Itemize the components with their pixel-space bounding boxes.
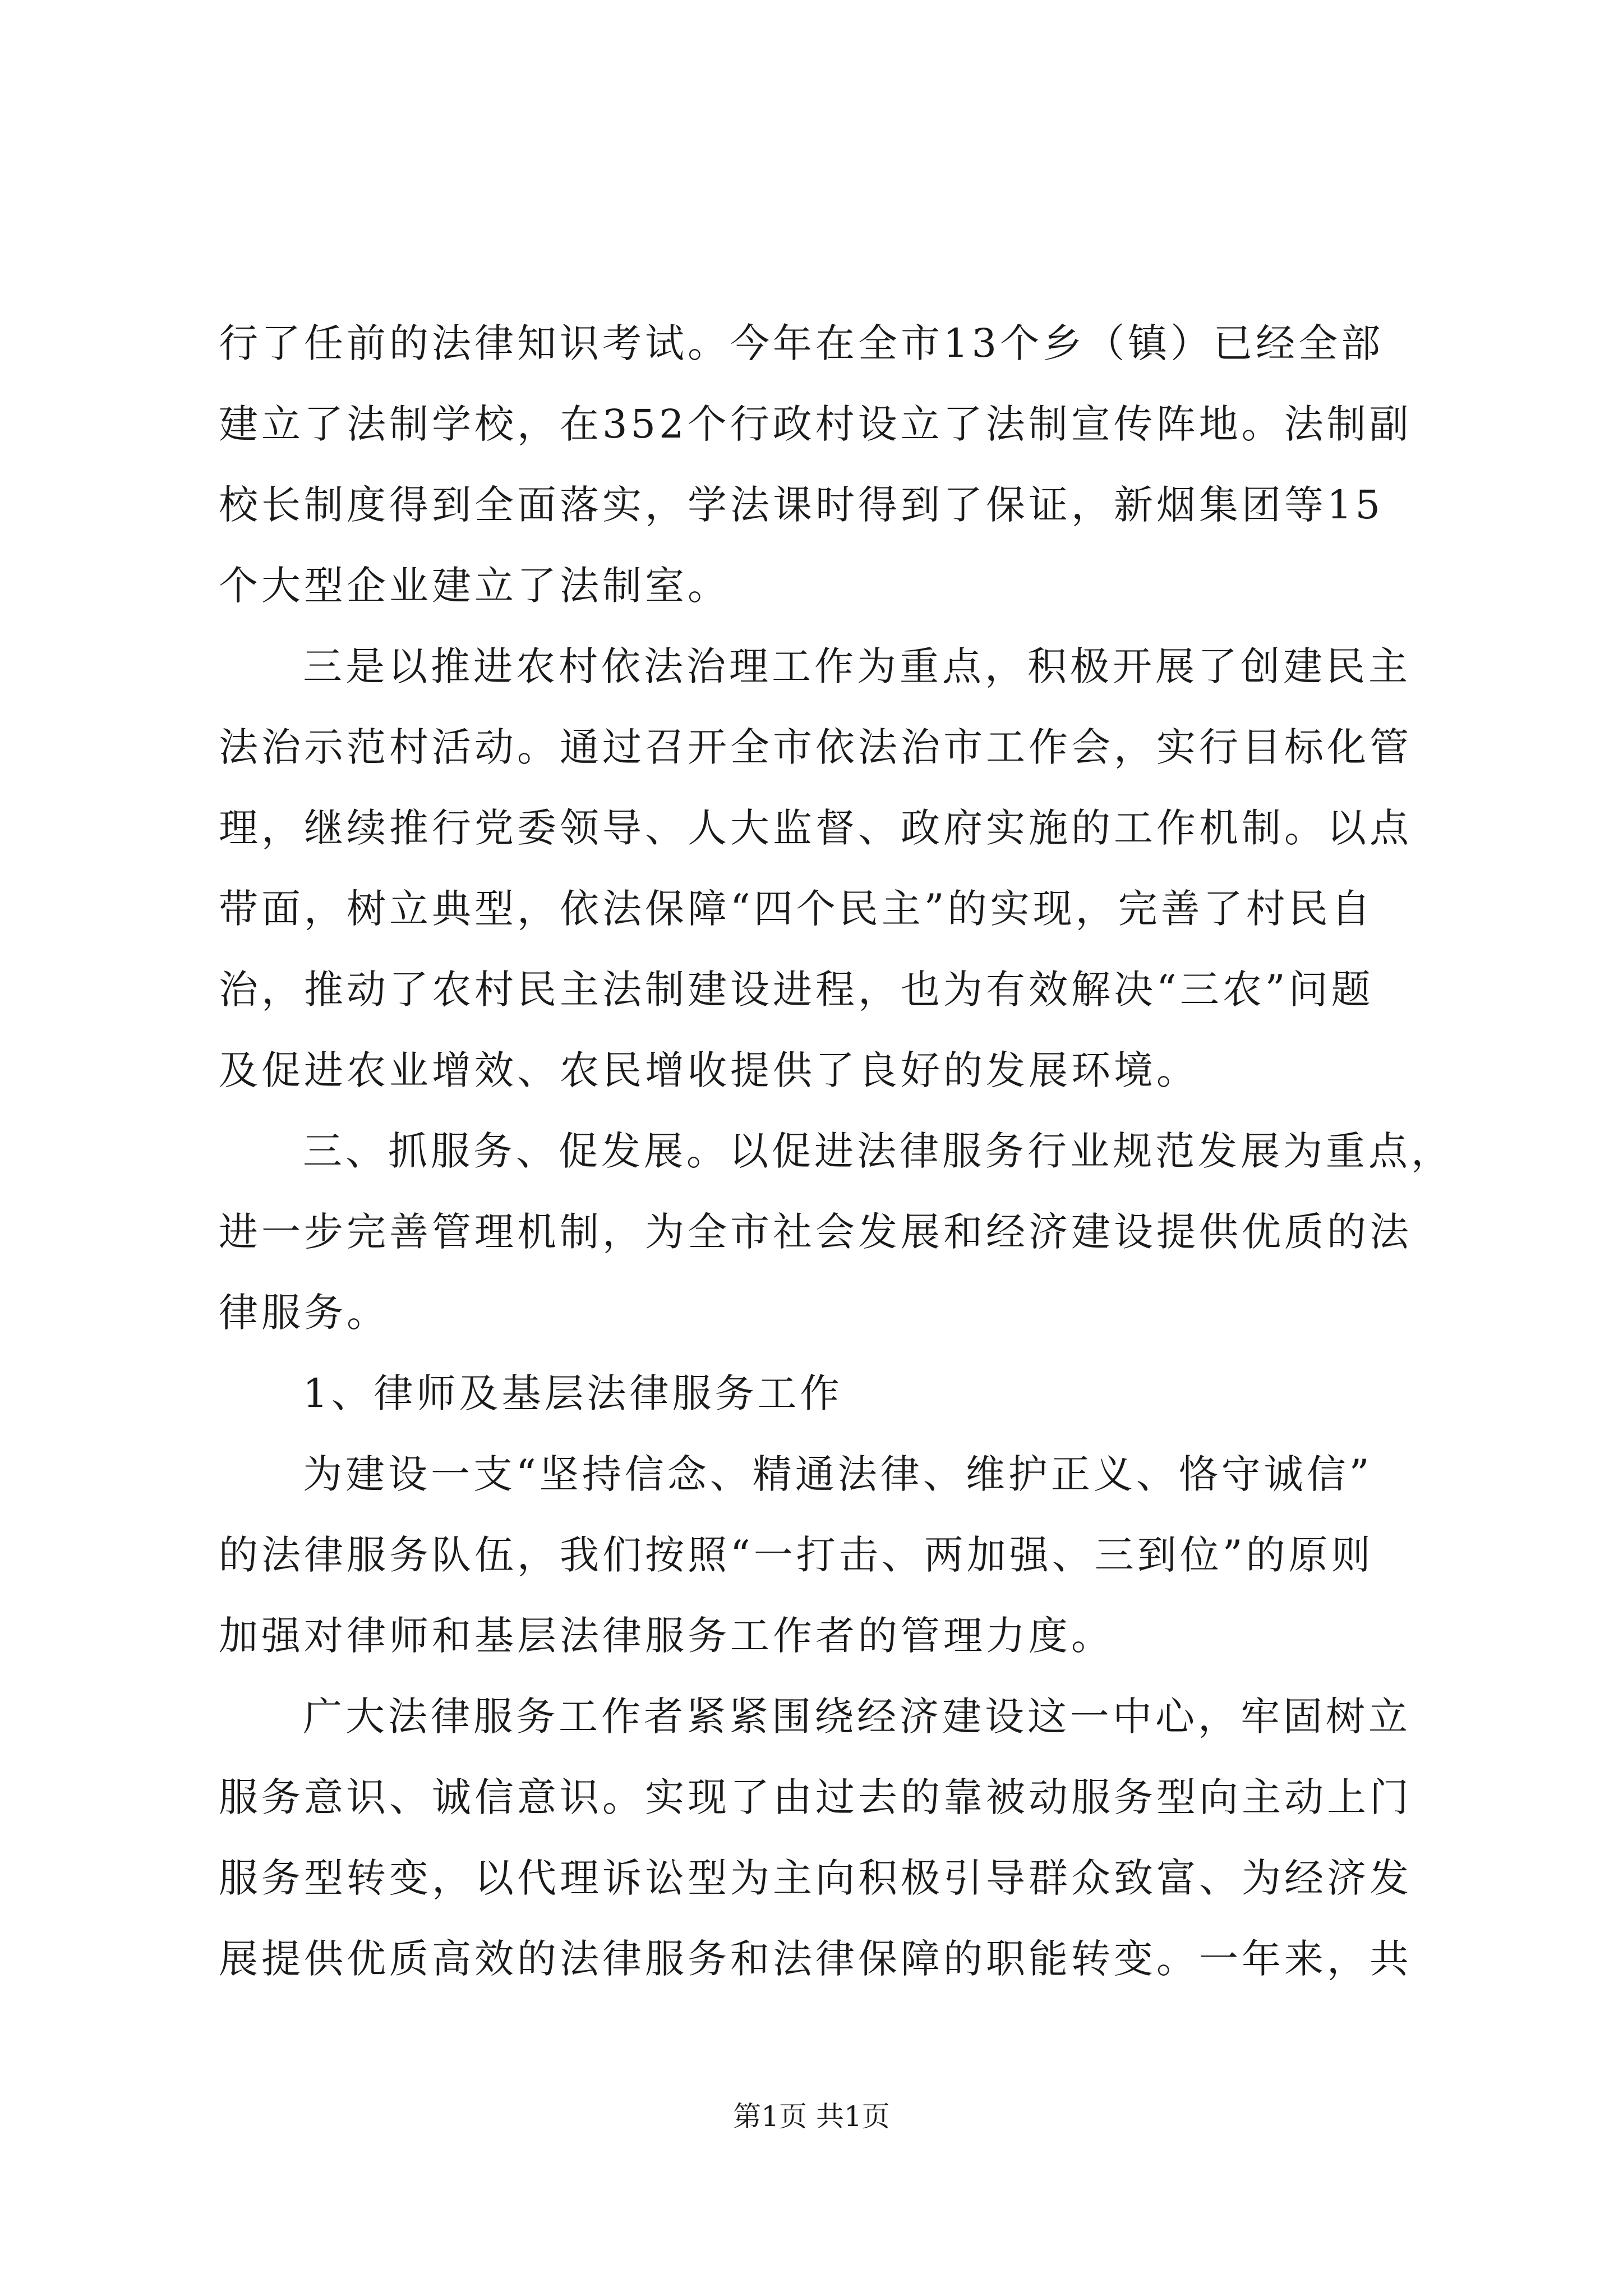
text-line: 建立了法制学校，在352个行政村设立了法制宣传阵地。法制副	[219, 401, 1412, 447]
text-line: 的法律服务队伍，我们按照“一打击、两加强、三到位”的原则	[219, 1532, 1374, 1578]
text-line: 服务型转变，以代理诉讼型为主向积极引导群众致富、为经济发	[219, 1855, 1412, 1901]
section-heading: 1、律师及基层法律服务工作	[303, 1370, 843, 1416]
text-line: 三、抓服务、促发展。以促进法律服务行业规范发展为重点，	[303, 1128, 1454, 1174]
document-body	[219, 303, 1454, 1999]
text-line: 进一步完善管理机制，为全市社会发展和经济建设提供优质的法	[219, 1209, 1412, 1255]
text-line: 理，继续推行党委领导、人大监督、政府实施的工作机制。以点	[219, 805, 1412, 851]
text-line: 及促进农业增效、农民增收提供了良好的发展环境。	[219, 1047, 1199, 1093]
text-line: 三是以推进农村依法治理工作为重点，积极开展了创建民主	[303, 643, 1411, 689]
page-footer: 第1页 共1页	[733, 2100, 890, 2133]
text-line: 展提供优质高效的法律服务和法律保障的职能转变。一年来，共	[219, 1936, 1412, 1982]
text-line: 服务意识、诚信意识。实现了由过去的靠被动服务型向主动上门	[219, 1774, 1412, 1820]
text-line: 行了任前的法律知识考试。今年在全市13个乡（镇）已经全部	[219, 320, 1384, 366]
text-line: 法治示范村活动。通过召开全市依法治市工作会，实行目标化管	[219, 724, 1412, 770]
text-line: 律服务。	[219, 1290, 389, 1336]
text-line: 校长制度得到全面落实，学法课时得到了保证，新烟集团等15	[219, 482, 1384, 528]
text-line: 治，推动了农村民主法制建设进程，也为有效解决“三农”问题	[219, 967, 1374, 1013]
text-line: 个大型企业建立了法制室。	[219, 563, 730, 609]
text-line: 为建设一支“坚持信念、精通法律、维护正义、恪守诚信”	[303, 1451, 1373, 1497]
text-line: 加强对律师和基层法律服务工作者的管理力度。	[219, 1613, 1114, 1659]
text-line: 带面，树立典型，依法保障“四个民主”的实现，完善了村民自	[219, 886, 1374, 932]
text-line: 广大法律服务工作者紧紧围绕经济建设这一中心，牢固树立	[303, 1694, 1411, 1740]
